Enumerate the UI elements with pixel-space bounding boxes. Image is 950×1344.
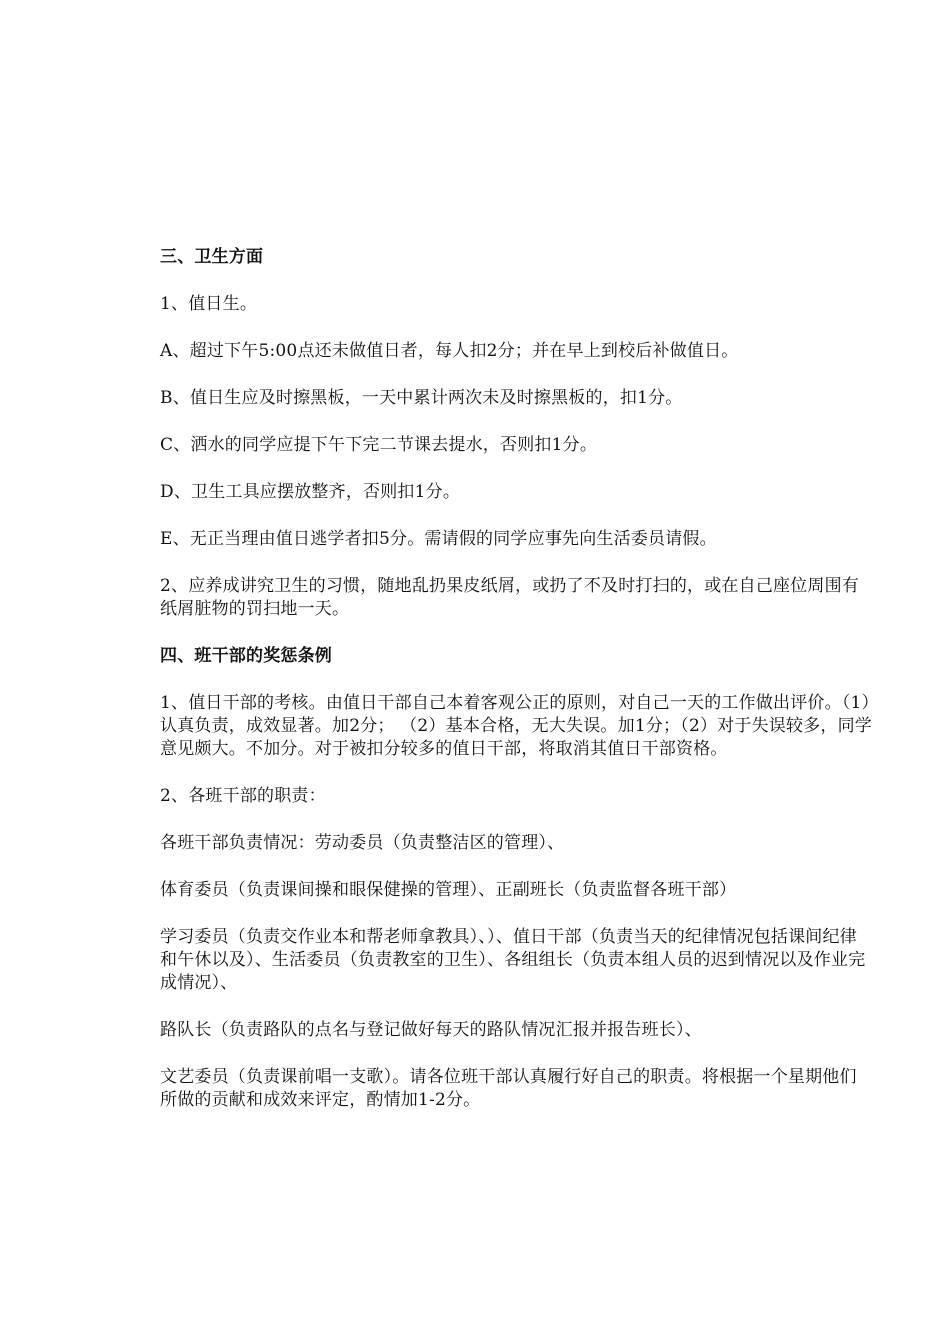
section-heading-cadre-rules: 四、班干部的奖惩条例 bbox=[160, 646, 332, 666]
paragraph-rule-c: C、洒水的同学应提下午下完二节课去提水，否则扣1分。 bbox=[160, 435, 598, 455]
paragraph-road-team-leader: 路队长（负责路队的点名与登记做好每天的路队情况汇报并报告班长）、 bbox=[160, 1020, 702, 1040]
paragraph-rule-b: B、值日生应及时擦黑板，一天中累计两次未及时擦黑板的，扣1分。 bbox=[160, 388, 683, 408]
paragraph-study-committee: 学习委员（负责交作业本和帮老师拿教具）、）、值日干部（负责当天的纪律情况包括课间纪律和午休以及）、生活委员（负责教室的卫生）、各组组长（负责本组人员的迟到情况以及作业完成情况）、 bbox=[160, 927, 866, 993]
paragraph-hygiene-habit: 2、应养成讲究卫生的习惯，随地乱扔果皮纸屑，或扔了不及时打扫的，或在自己座位周围有纸屑脏物的罚扫地一天。 bbox=[160, 576, 860, 619]
section-heading-hygiene: 三、卫生方面 bbox=[160, 247, 264, 267]
paragraph-rule-d: D、卫生工具应摆放整齐，否则扣1分。 bbox=[160, 482, 461, 502]
paragraph-arts-committee: 文艺委员（负责课前唱一支歌）。请各位班干部认真履行好自己的职责。将根据一个星期他们所做的贡献和成效来评定，酌情加1-2分。 bbox=[160, 1067, 857, 1110]
paragraph-sports-committee: 体育委员（负责课间操和眼保健操的管理）、正副班长（负责监督各班干部） bbox=[160, 880, 737, 900]
paragraph-labor-committee: 各班干部负责情况：劳动委员（负责整洁区的管理）、 bbox=[160, 833, 565, 853]
paragraph-rule-a: A、超过下午5:00点还未做值日者，每人扣2分；并在早上到校后补做值日。 bbox=[160, 341, 739, 361]
paragraph-cadre-duties-heading: 2、各班干部的职责： bbox=[160, 786, 326, 806]
paragraph-duty-student: 1、值日生。 bbox=[160, 294, 258, 314]
paragraph-duty-cadre-assessment: 1、值日干部的考核。由值日干部自己本着客观公正的原则，对自己一天的工作做出评价。（1）认真负责，成效显著。加2分； （2）基本合格，无大失误。加1分；（2）对于失误较多，同学意见颇大。不加分。对于被扣分较多的值日干部，将取消其值日干部资格。 bbox=[160, 693, 872, 759]
document-page bbox=[160, 246, 872, 1112]
paragraph-rule-e: E、无正当理由值日逃学者扣5分。需请假的同学应事先向生活委员请假。 bbox=[160, 529, 717, 549]
